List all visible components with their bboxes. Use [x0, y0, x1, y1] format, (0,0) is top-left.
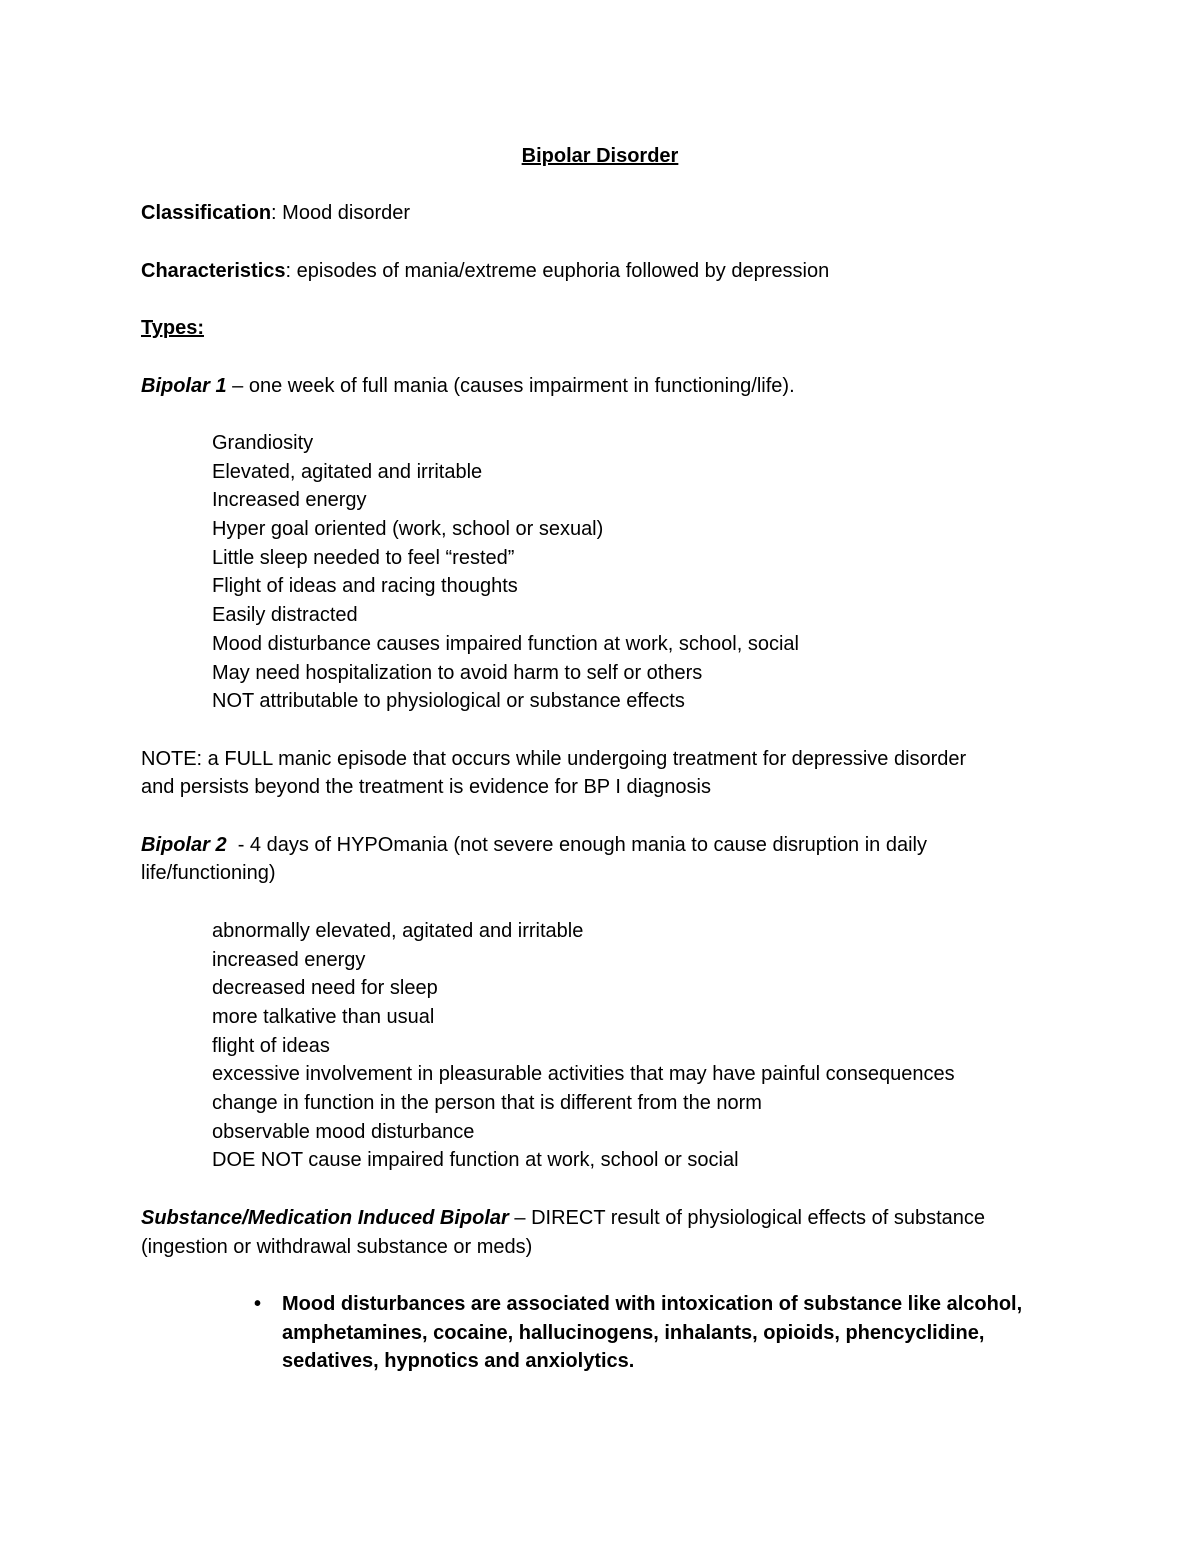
list-item: observable mood disturbance	[212, 1120, 475, 1143]
types-heading: Types:	[141, 317, 204, 340]
note-line-1: NOTE: a FULL manic episode that occurs while undergoing treatment for depressive disorder	[141, 747, 967, 770]
page-title: Bipolar Disorder	[521, 145, 679, 167]
list-item: excessive involvement in pleasurable activities that may have painful consequences	[212, 1063, 955, 1086]
list-item: abnormally elevated, agitated and irritable	[212, 919, 584, 942]
list-item: Hyper goal oriented (work, school or sexual)	[212, 518, 604, 541]
bipolar2-description-continued: life/functioning)	[141, 862, 276, 885]
bipolar1-heading: Bipolar 1 – one week of full mania (causes impairment in functioning/life).	[141, 374, 795, 397]
list-item	[141, 1290, 1042, 1376]
bipolar1-description: one week of full mania (causes impairment in functioning/life).	[248, 374, 795, 397]
list-item: more talkative than usual	[212, 1005, 435, 1028]
substance-bullet-list	[141, 1290, 1041, 1376]
bipolar2-heading	[141, 831, 1041, 860]
list-item: Flight of ideas and racing thoughts	[212, 575, 518, 598]
list-item: Elevated, agitated and irritable	[212, 460, 483, 483]
classification-label: Classification	[141, 202, 272, 225]
bullet-text: Mood disturbances are associated with intoxication of substance like alcohol, amphetamines, cocaine, hallucinogens, inhalants, opioids, phencyclidine, sedatives, hypnotics and anxiolytics.	[282, 1292, 1023, 1373]
bipolar1-symptom-list	[141, 429, 1041, 716]
bullet-icon: •	[254, 1292, 262, 1315]
document-body	[141, 142, 1041, 1376]
substance-name: Substance/Medication Induced Bipolar	[141, 1206, 509, 1229]
list-item: Mood disturbance causes impaired function at work, school, social	[212, 632, 799, 655]
bipolar1-name: Bipolar 1	[141, 374, 227, 397]
classification-line: Classification: Mood disorder	[141, 202, 411, 225]
list-item: NOT attributable to physiological or substance effects	[212, 690, 685, 713]
substance-description-continued: (ingestion or withdrawal substance or meds)	[141, 1235, 533, 1258]
list-item: DOE NOT cause impaired function at work, school or social	[212, 1149, 739, 1172]
characteristics-value: episodes of mania/extreme euphoria followed by depression	[296, 259, 830, 282]
bipolar2-description: - 4 days of HYPOmania (not severe enough mania to cause disruption in daily	[237, 833, 927, 856]
note-line-2: and persists beyond the treatment is evidence for BP I diagnosis	[141, 776, 711, 799]
list-item: change in function in the person that is different from the norm	[212, 1092, 762, 1115]
list-item: May need hospitalization to avoid harm to self or others	[212, 661, 703, 684]
list-item: Easily distracted	[212, 604, 358, 627]
list-item: decreased need for sleep	[212, 977, 438, 1000]
characteristics-line: Characteristics: episodes of mania/extreme euphoria followed by depression	[141, 259, 830, 282]
bipolar2-name: Bipolar 2	[141, 833, 227, 856]
list-item: Little sleep needed to feel “rested”	[212, 546, 515, 569]
list-item: increased energy	[212, 948, 366, 971]
list-item: Grandiosity	[212, 431, 314, 454]
substance-description: DIRECT result of physiological effects of substance	[531, 1206, 986, 1229]
classification-value: Mood disorder	[282, 202, 411, 225]
substance-heading: Substance/Medication Induced Bipolar – DIRECT result of physiological effects of substance	[141, 1206, 986, 1229]
list-item: flight of ideas	[212, 1034, 330, 1057]
list-item: Increased energy	[212, 489, 367, 512]
characteristics-label: Characteristics	[141, 259, 286, 282]
bipolar2-symptom-list	[141, 917, 1041, 1175]
